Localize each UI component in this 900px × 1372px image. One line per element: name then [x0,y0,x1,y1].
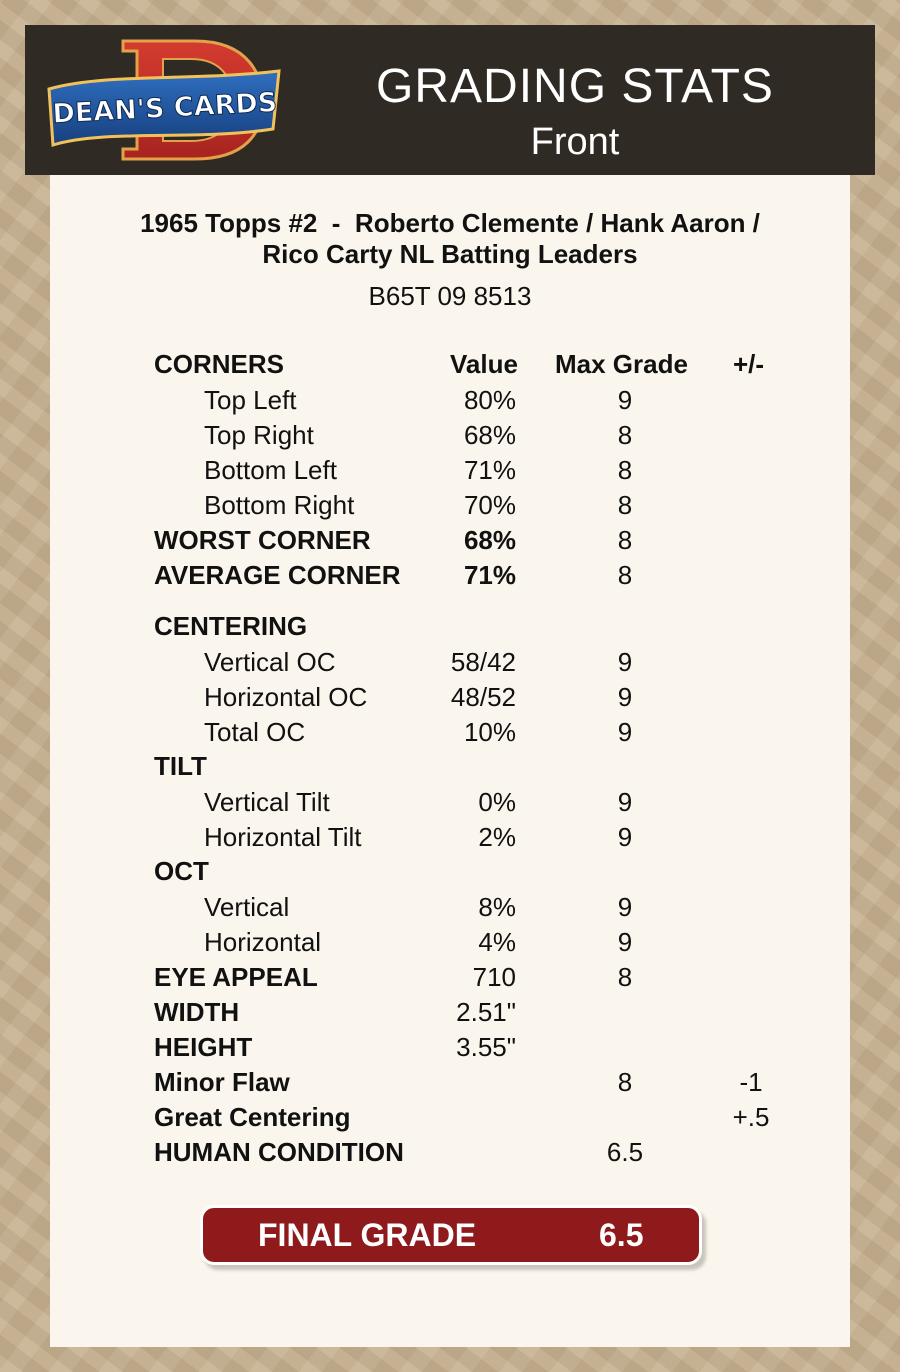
table-row [50,490,850,522]
row-label: Vertical [204,892,290,922]
row-max-grade: 8 [617,962,633,992]
row-label: EYE APPEAL [154,962,318,992]
column-max-grade: Max Grade [555,349,688,379]
table-row [50,385,850,417]
final-grade-label: FINAL GRADE [258,1217,477,1253]
column-header-row [50,349,850,381]
row-label: Horizontal Tilt [204,822,362,852]
page-subtitle: Front [530,121,620,163]
table-row [50,997,850,1029]
row-value: 68% [463,525,516,555]
table-row [50,647,850,679]
table-row [50,560,850,592]
row-max-grade: 8 [617,490,633,520]
row-label: Horizontal [204,927,322,957]
row-label: Top Right [204,420,314,450]
grading-card [50,175,850,1347]
row-value: 58/42 [450,647,516,677]
section-oct: OCT [154,856,209,886]
row-value: 48/52 [450,682,516,712]
table-row [50,1137,850,1169]
row-value: 10% [463,717,516,747]
row-max-grade: 9 [617,385,633,415]
row-value: 0% [478,787,516,817]
row-max-grade: 9 [617,787,633,817]
table-row [50,682,850,714]
row-label: Great Centering [154,1102,351,1132]
section-corners: CORNERS [154,349,285,379]
row-adjustment: -1 [739,1067,763,1097]
card-title-line-1: 1965 Topps #2 - Roberto Clemente / Hank Aaron / [140,208,760,238]
row-label: AVERAGE CORNER [154,560,401,590]
row-value: 80% [463,385,516,415]
row-label: Minor Flaw [154,1067,290,1097]
section-tilt: TILT [154,751,207,781]
cert-number: B65T 09 8513 [368,281,532,311]
row-label: HUMAN CONDITION [154,1137,404,1167]
table-row [50,1067,850,1099]
row-value: 8% [478,892,516,922]
row-max-grade: 8 [617,1067,633,1097]
section-row [50,611,850,643]
table-row [50,822,850,854]
section-row [50,751,850,783]
table-row [50,1032,850,1064]
table-row [50,525,850,557]
row-value: 710 [472,962,516,992]
table-row [50,455,850,487]
section-row [50,856,850,888]
column-value: Value [450,349,518,379]
row-label: HEIGHT [154,1032,253,1062]
final-grade-value: 6.5 [599,1217,644,1253]
row-max-grade: 6.5 [606,1137,644,1167]
table-row [50,787,850,819]
row-adjustment: +.5 [732,1102,770,1132]
deans-cards-logo [45,37,285,165]
row-value: 70% [463,490,516,520]
table-row [50,892,850,924]
row-label: WORST CORNER [154,525,371,555]
row-max-grade: 9 [617,927,633,957]
row-label: Bottom Left [204,455,337,485]
row-value: 71% [463,455,516,485]
row-value: 68% [463,420,516,450]
row-label: Total OC [204,717,306,747]
logo-text: DEAN'S CARDS [51,87,278,130]
row-value: 3.55" [456,1032,516,1062]
row-label: Bottom Right [204,490,355,520]
page-title: GRADING STATS [376,60,774,113]
row-label: Horizontal OC [204,682,368,712]
row-max-grade: 8 [617,560,633,590]
row-value: 4% [478,927,516,957]
section-centering: CENTERING [154,611,308,641]
row-value: 71% [463,560,516,590]
row-value: 2% [478,822,516,852]
table-row [50,927,850,959]
header-banner [25,25,875,175]
row-label: Vertical Tilt [204,787,330,817]
row-max-grade: 8 [617,455,633,485]
row-max-grade: 9 [617,892,633,922]
row-max-grade: 8 [617,420,633,450]
row-label: Vertical OC [204,647,336,677]
table-row [50,962,850,994]
row-max-grade: 9 [617,647,633,677]
card-title-line-2: Rico Carty NL Batting Leaders [262,239,638,269]
row-max-grade: 9 [617,682,633,712]
row-value: 2.51" [456,997,516,1027]
row-label: Top Left [204,385,297,415]
final-grade-badge [200,1205,702,1265]
table-row [50,717,850,749]
column-adjustment: +/- [733,349,765,379]
row-max-grade: 9 [617,822,633,852]
row-max-grade: 8 [617,525,633,555]
row-label: WIDTH [154,997,240,1027]
table-row [50,1102,850,1134]
card-title [90,208,810,270]
row-max-grade: 9 [617,717,633,747]
table-row [50,420,850,452]
